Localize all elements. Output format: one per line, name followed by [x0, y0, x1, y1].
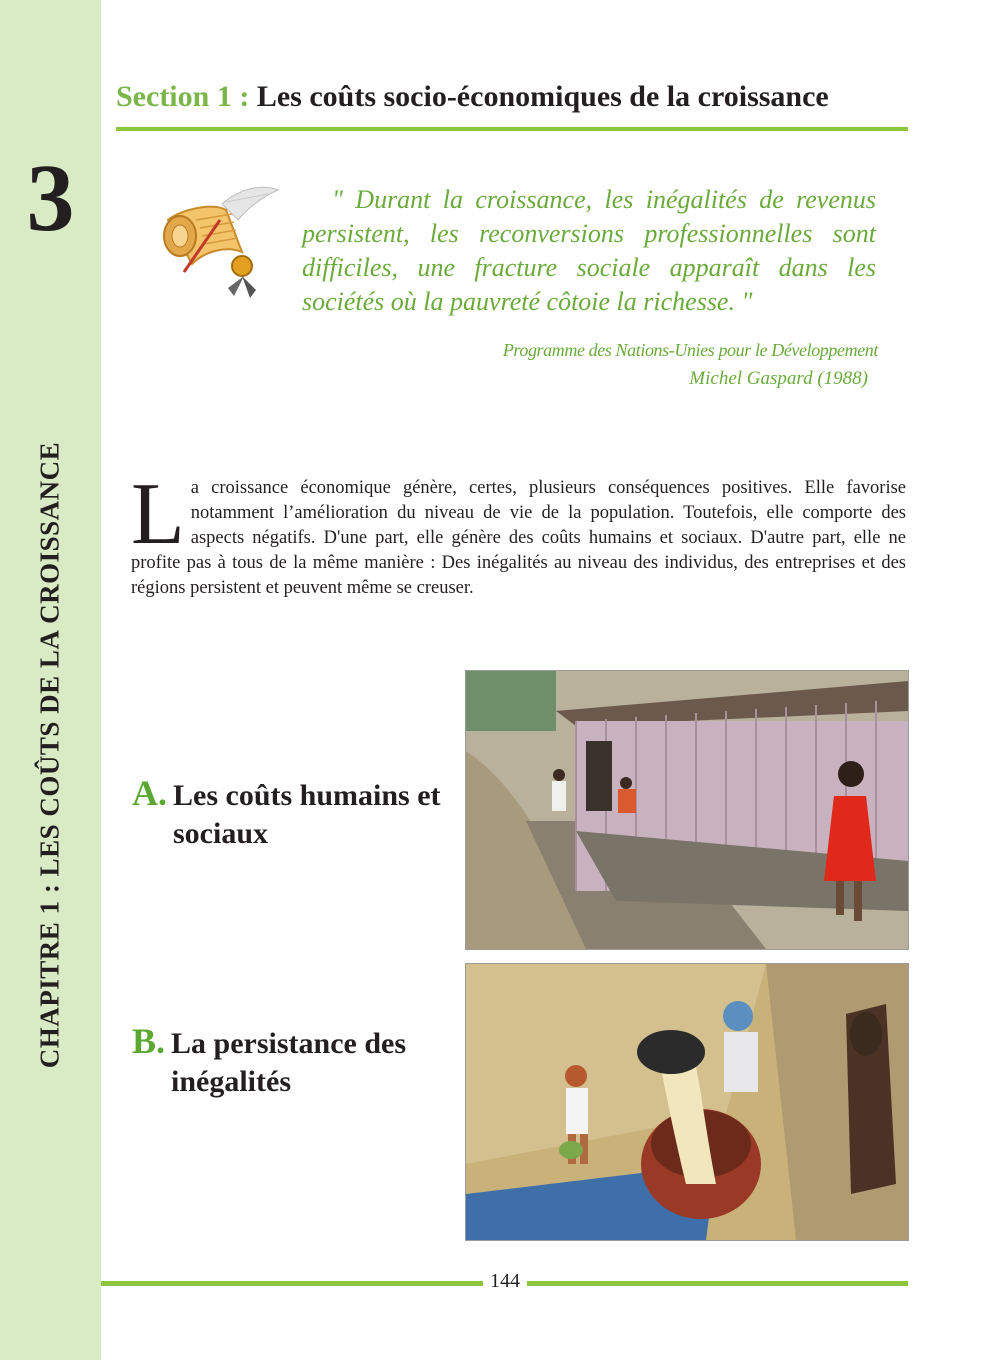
- heading-b: [132, 1022, 452, 1101]
- chapter-sidebar: [0, 0, 101, 1360]
- quote-source-organization: Programme des Nations-Unies pour le Développement: [502, 340, 878, 360]
- footer-rule-right: [527, 1281, 908, 1286]
- intro-text: a croissance économique génère, certes, plusieurs conséquences positives. Elle favorise notamment l’amélioration du niveau de vie de la population. Toutefois, elle comporte des aspects négatifs. D'une part, elle génère des coûts humains et sociaux. D'autre part, elle ne profite pas à tous de la même manière : Des inégalités au niveau des individus, des entreprises et des régions persistent et peuvent même se creuser.: [131, 478, 906, 598]
- section-title: [116, 80, 829, 114]
- quote-source-author: Michel Gaspard (1988): [689, 368, 868, 389]
- heading-a-letter: A.: [132, 773, 167, 813]
- heading-b-text: La persistance des inégalités: [171, 1027, 407, 1098]
- scroll-quill-icon: [150, 180, 290, 310]
- intro-paragraph: [131, 466, 906, 601]
- drop-cap: L: [131, 466, 185, 563]
- section-heading: Les coûts socio-économiques de la croissance: [256, 80, 829, 113]
- section-rule: [116, 127, 908, 131]
- heading-b-letter: B.: [132, 1021, 166, 1061]
- heading-a: [132, 774, 452, 853]
- chapter-title-vertical: CHAPITRE 1 : LES COÛTS DE LA CROISSANCE: [34, 441, 65, 1069]
- photo-shanty-houses: [465, 670, 909, 950]
- photo-children-water: [465, 963, 909, 1241]
- page-number: 144: [490, 1270, 520, 1292]
- epigraph-quote: " Durant la croissance, les inégalités de revenus persistent, les reconversions professionnelles sont difficiles, une fracture sociale apparaît dans les sociétés où la pauvreté côtoie la richesse. ": [302, 185, 876, 316]
- section-label: Section 1 :: [116, 80, 250, 113]
- heading-a-text: Les coûts humains et sociaux: [173, 779, 441, 850]
- footer-rule-left: [101, 1281, 483, 1286]
- chapter-number: 3: [26, 144, 75, 251]
